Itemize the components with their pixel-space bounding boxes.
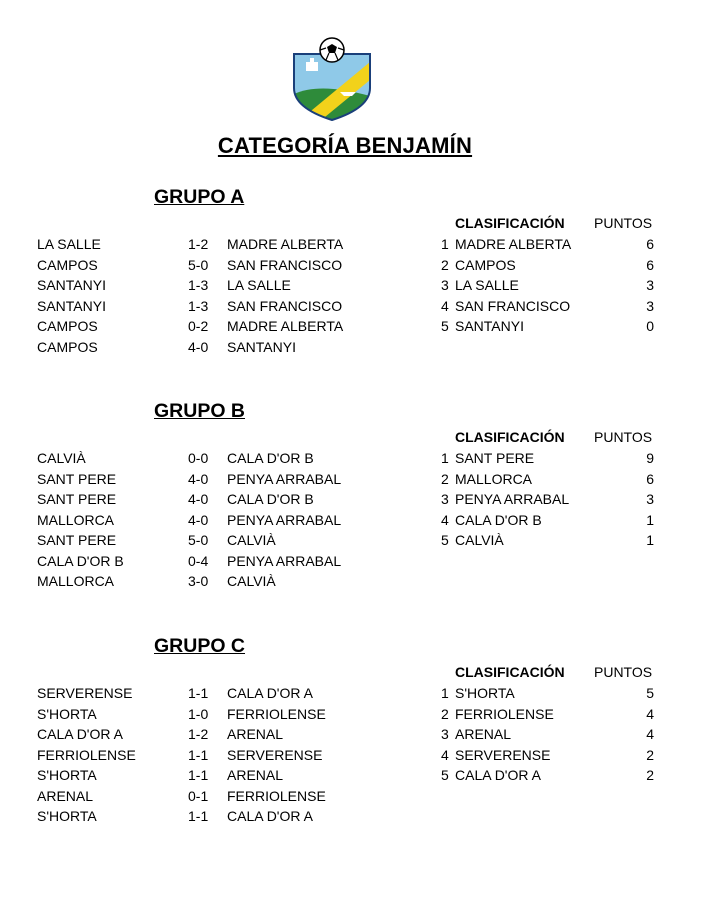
points-header: PUNTOS (594, 664, 653, 680)
standing-row (0, 448, 720, 468)
match-score: 1-2 (188, 726, 209, 742)
away-team: MADRE ALBERTA (227, 236, 344, 252)
away-team: SERVERENSE (227, 746, 323, 763)
home-team: CAMPOS (37, 256, 98, 273)
standing-team: PENYA ARRABAL (455, 491, 570, 507)
match-row (0, 551, 720, 571)
points-header: PUNTOS (594, 429, 653, 445)
home-team: S'HORTA (37, 808, 97, 824)
standing-position: 5 (441, 318, 449, 334)
standing-team: SANT PERE (455, 450, 535, 466)
standing-row (0, 530, 720, 550)
standing-points: 1 (646, 511, 654, 528)
standing-points: 1 (646, 532, 654, 548)
standing-position: 1 (441, 685, 449, 701)
away-team: MADRE ALBERTA (227, 318, 344, 334)
standing-points: 4 (646, 705, 654, 722)
home-team: MALLORCA (37, 573, 115, 589)
match-score: 5-0 (188, 256, 209, 273)
standing-position: 2 (441, 705, 449, 722)
standing-row (0, 255, 720, 275)
match-score: 4-0 (188, 470, 209, 487)
match-score: 0-1 (188, 787, 209, 804)
standing-row (0, 275, 720, 295)
standing-team: SANTANYI (455, 318, 524, 334)
standing-position: 3 (441, 726, 449, 742)
standing-team: FERRIOLENSE (455, 705, 554, 722)
standing-row (0, 489, 720, 509)
away-team: SANTANYI (227, 338, 296, 355)
standing-team: S'HORTA (455, 685, 515, 701)
page-title: CATEGORÍA BENJAMÍN (217, 133, 473, 158)
group-title: GRUPO B (154, 400, 246, 422)
standing-position: 4 (441, 511, 449, 528)
standing-position: 1 (441, 236, 449, 252)
match-score: 0-2 (188, 318, 209, 334)
away-team: CALVIÀ (227, 573, 276, 589)
home-team: SANT PERE (37, 491, 117, 507)
home-team: MALLORCA (37, 511, 115, 528)
standing-team: SERVERENSE (455, 746, 551, 763)
standing-points: 6 (646, 236, 654, 252)
standing-position: 1 (441, 450, 449, 466)
away-team: CALA D'OR B (227, 491, 314, 507)
match-score: 1-3 (188, 277, 209, 293)
home-team: S'HORTA (37, 705, 97, 722)
classification-header: CLASIFICACIÓN (455, 429, 565, 445)
standing-points: 5 (646, 685, 654, 701)
classification-header: CLASIFICACIÓN (455, 664, 565, 680)
away-team: CALA D'OR B (227, 450, 314, 466)
home-team: CAMPOS (37, 338, 98, 355)
match-row (0, 571, 720, 591)
standing-row (0, 510, 720, 530)
classification-header: CLASIFICACIÓN (455, 215, 565, 231)
match-score: 1-1 (188, 767, 209, 783)
standing-points: 2 (646, 746, 654, 763)
match-score: 0-0 (188, 450, 209, 466)
home-team: SANTANYI (37, 297, 106, 314)
away-team: PENYA ARRABAL (227, 511, 342, 528)
away-team: FERRIOLENSE (227, 705, 326, 722)
standing-row (0, 765, 720, 785)
standing-points: 3 (646, 297, 654, 314)
home-team: FERRIOLENSE (37, 746, 136, 763)
match-score: 5-0 (188, 532, 209, 548)
group-title: GRUPO C (154, 635, 246, 657)
match-row (0, 806, 720, 826)
home-team: SANT PERE (37, 470, 117, 487)
standing-team: CALVIÀ (455, 532, 504, 548)
standing-position: 4 (441, 746, 449, 763)
away-team: ARENAL (227, 767, 284, 783)
standing-points: 6 (646, 470, 654, 487)
standing-team: CALA D'OR B (455, 511, 542, 528)
standing-points: 0 (646, 318, 654, 334)
match-score: 1-1 (188, 746, 209, 763)
home-team: SANTANYI (37, 277, 106, 293)
standing-position: 5 (441, 767, 449, 783)
standing-points: 2 (646, 767, 654, 783)
standing-points: 3 (646, 277, 654, 293)
match-score: 3-0 (188, 573, 209, 589)
match-score: 4-0 (188, 338, 209, 355)
standing-team: CAMPOS (455, 256, 516, 273)
standing-position: 2 (441, 256, 449, 273)
home-team: SANT PERE (37, 532, 117, 548)
match-score: 1-3 (188, 297, 209, 314)
standing-row (0, 745, 720, 765)
standing-points: 9 (646, 450, 654, 466)
match-score: 1-2 (188, 236, 209, 252)
home-team: CALA D'OR A (37, 726, 123, 742)
home-team: ARENAL (37, 787, 94, 804)
home-team: CALVIÀ (37, 450, 86, 466)
points-header: PUNTOS (594, 215, 653, 231)
standing-row (0, 683, 720, 703)
away-team: CALVIÀ (227, 532, 276, 548)
standing-row (0, 296, 720, 316)
standing-team: LA SALLE (455, 277, 519, 293)
standing-row (0, 704, 720, 724)
standing-row (0, 234, 720, 254)
standing-row (0, 316, 720, 336)
standing-points: 6 (646, 256, 654, 273)
match-score: 1-1 (188, 808, 209, 824)
match-row (0, 786, 720, 806)
standing-points: 3 (646, 491, 654, 507)
away-team: CALA D'OR A (227, 808, 313, 824)
match-score: 4-0 (188, 511, 209, 528)
standing-position: 2 (441, 470, 449, 487)
away-team: PENYA ARRABAL (227, 552, 342, 569)
standing-position: 4 (441, 297, 449, 314)
match-score: 4-0 (188, 491, 209, 507)
away-team: PENYA ARRABAL (227, 470, 342, 487)
away-team: ARENAL (227, 726, 284, 742)
club-crest-logo (290, 36, 374, 122)
standing-row (0, 469, 720, 489)
home-team: LA SALLE (37, 236, 101, 252)
home-team: CALA D'OR B (37, 552, 124, 569)
standing-team: SAN FRANCISCO (455, 297, 571, 314)
standing-team: MALLORCA (455, 470, 533, 487)
away-team: CALA D'OR A (227, 685, 313, 701)
standing-position: 3 (441, 491, 449, 507)
match-score: 1-0 (188, 705, 209, 722)
away-team: FERRIOLENSE (227, 787, 326, 804)
match-score: 0-4 (188, 552, 209, 569)
home-team: SERVERENSE (37, 685, 133, 701)
home-team: CAMPOS (37, 318, 98, 334)
away-team: LA SALLE (227, 277, 291, 293)
standing-team: MADRE ALBERTA (455, 236, 572, 252)
standing-team: CALA D'OR A (455, 767, 541, 783)
away-team: SAN FRANCISCO (227, 256, 343, 273)
match-row (0, 337, 720, 357)
standing-row (0, 724, 720, 744)
standing-team: ARENAL (455, 726, 512, 742)
standing-points: 4 (646, 726, 654, 742)
standing-position: 3 (441, 277, 449, 293)
home-team: S'HORTA (37, 767, 97, 783)
standing-position: 5 (441, 532, 449, 548)
match-score: 1-1 (188, 685, 209, 701)
away-team: SAN FRANCISCO (227, 297, 343, 314)
group-title: GRUPO A (154, 186, 245, 208)
